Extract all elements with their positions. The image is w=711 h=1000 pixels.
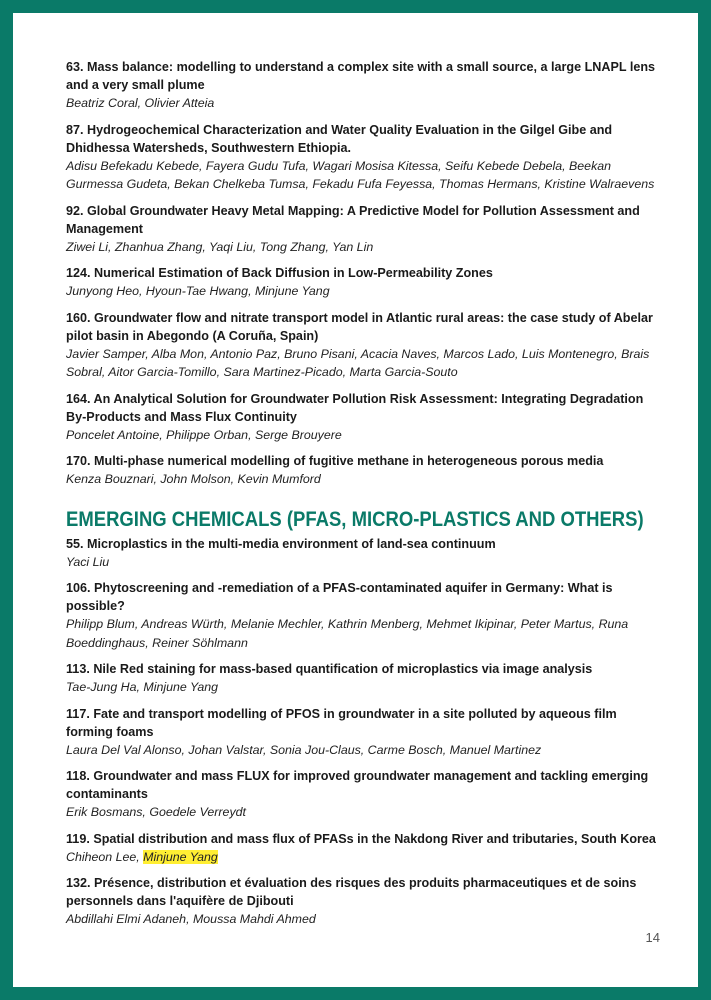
abstract-authors: Tae-Jung Ha, Minjune Yang <box>66 680 219 694</box>
abstract-entry <box>66 705 666 760</box>
abstract-title: 119. Spatial distribution and mass flux of PFASs in the Nakdong River and tributaries, South Korea <box>66 831 656 846</box>
abstract-list <box>66 58 666 937</box>
document-page <box>13 13 698 987</box>
abstract-authors: Abdillahi Elmi Adaneh, Moussa Mahdi Ahmed <box>66 912 316 926</box>
abstract-entry <box>66 830 666 867</box>
abstract-entry <box>66 309 666 382</box>
abstract-title: 92. Global Groundwater Heavy Metal Mapping: A Predictive Model for Pollution Assessment and Management <box>66 203 640 236</box>
abstract-authors: Poncelet Antoine, Philippe Orban, Serge Brouyere <box>66 427 342 442</box>
abstract-authors: Erik Bosmans, Goedele Verreydt <box>66 805 246 819</box>
abstract-title: 117. Fate and transport modelling of PFOS in groundwater in a site polluted by aqueous film forming foams <box>66 706 617 739</box>
abstract-entry <box>66 579 666 652</box>
abstract-authors: Yaci Liu <box>66 554 110 569</box>
abstract-title: 170. Multi-phase numerical modelling of fugitive methane in heterogeneous porous media <box>66 454 604 468</box>
abstract-entry <box>66 202 666 257</box>
abstract-authors: Philipp Blum, Andreas Würth, Melanie Mechler, Kathrin Menberg, Mehmet Ikipinar, Peter Martus, Runa Boeddinghaus, Reiner Söhlmann <box>66 617 629 650</box>
abstract-entry <box>66 390 666 445</box>
abstract-authors: Adisu Befekadu Kebede, Fayera Gudu Tufa, Wagari Mosisa Kitessa, Seifu Kebede Debela, Beekan Gurmessa Gudeta, Bekan Chelkeba Tumsa, Fekadu Fufa Feyessa, Thomas Hermans, Kristine Walraevens <box>66 158 655 191</box>
abstract-title: 160. Groundwater flow and nitrate transport model in Atlantic rural areas: the case study of Abelar pilot basin in Abegondo (A Coruña, Spain) <box>66 310 653 343</box>
abstract-entry <box>66 58 666 113</box>
abstract-title: 63. Mass balance: modelling to understand a complex site with a small source, a large LNAPL lens and a very small plume <box>66 60 656 92</box>
abstract-authors <box>66 848 666 867</box>
abstract-title: 118. Groundwater and mass FLUX for improved groundwater management and tackling emerging contaminants <box>66 769 649 801</box>
abstract-entry <box>66 767 666 822</box>
section-heading: EMERGING CHEMICALS (PFAS, MICRO-PLASTICS AND OTHERS) <box>66 506 644 531</box>
abstract-title: 164. An Analytical Solution for Groundwater Pollution Risk Assessment: Integrating Degradation By-Products and Mass Flux Continuity <box>66 391 644 424</box>
abstract-title: 87. Hydrogeochemical Characterization and Water Quality Evaluation in the Gilgel Gibe and Dhidhessa Watersheds, Southwestern Ethiopia. <box>66 122 613 155</box>
abstract-entry <box>66 121 666 194</box>
abstract-title: 124. Numerical Estimation of Back Diffusion in Low-Permeability Zones <box>66 266 493 280</box>
abstract-authors: Ziwei Li, Zhanhua Zhang, Yaqi Liu, Tong Zhang, Yan Lin <box>66 239 374 254</box>
abstract-entry <box>66 874 666 929</box>
abstract-authors: Javier Samper, Alba Mon, Antonio Paz, Bruno Pisani, Acacia Naves, Marcos Lado, Luis Montenegro, Brais Sobral, Aitor Garcia-Tomillo, Sara Martinez-Picado, Marta Garcia-Souto <box>66 346 650 379</box>
abstract-authors: Junyong Heo, Hyoun-Tae Hwang, Minjune Yang <box>66 284 330 298</box>
highlighted-author: Minjune Yang <box>143 849 218 864</box>
abstract-entry <box>66 535 666 572</box>
abstract-title: 132. Présence, distribution et évaluation des risques des produits pharmaceutiques et de soins personnels dans l'aquifère de Djibouti <box>66 876 637 908</box>
page-number: 14 <box>645 930 660 945</box>
abstract-authors: Beatriz Coral, Olivier Atteia <box>66 96 215 110</box>
abstract-authors: Laura Del Val Alonso, Johan Valstar, Sonia Jou-Claus, Carme Bosch, Manuel Martinez <box>66 742 542 757</box>
abstract-title: 106. Phytoscreening and -remediation of a PFAS-contaminated aquifer in Germany: What is possible? <box>66 581 613 613</box>
abstract-entry <box>66 264 666 301</box>
abstract-authors: Kenza Bouznari, John Molson, Kevin Mumford <box>66 472 321 486</box>
abstract-entry <box>66 452 666 489</box>
author-names: Chiheon Lee, <box>66 849 144 864</box>
abstract-title: 55. Microplastics in the multi-media environment of land-sea continuum <box>66 536 496 551</box>
abstract-entry <box>66 660 666 697</box>
abstract-title: 113. Nile Red staining for mass-based quantification of microplastics via image analysis <box>66 662 593 676</box>
